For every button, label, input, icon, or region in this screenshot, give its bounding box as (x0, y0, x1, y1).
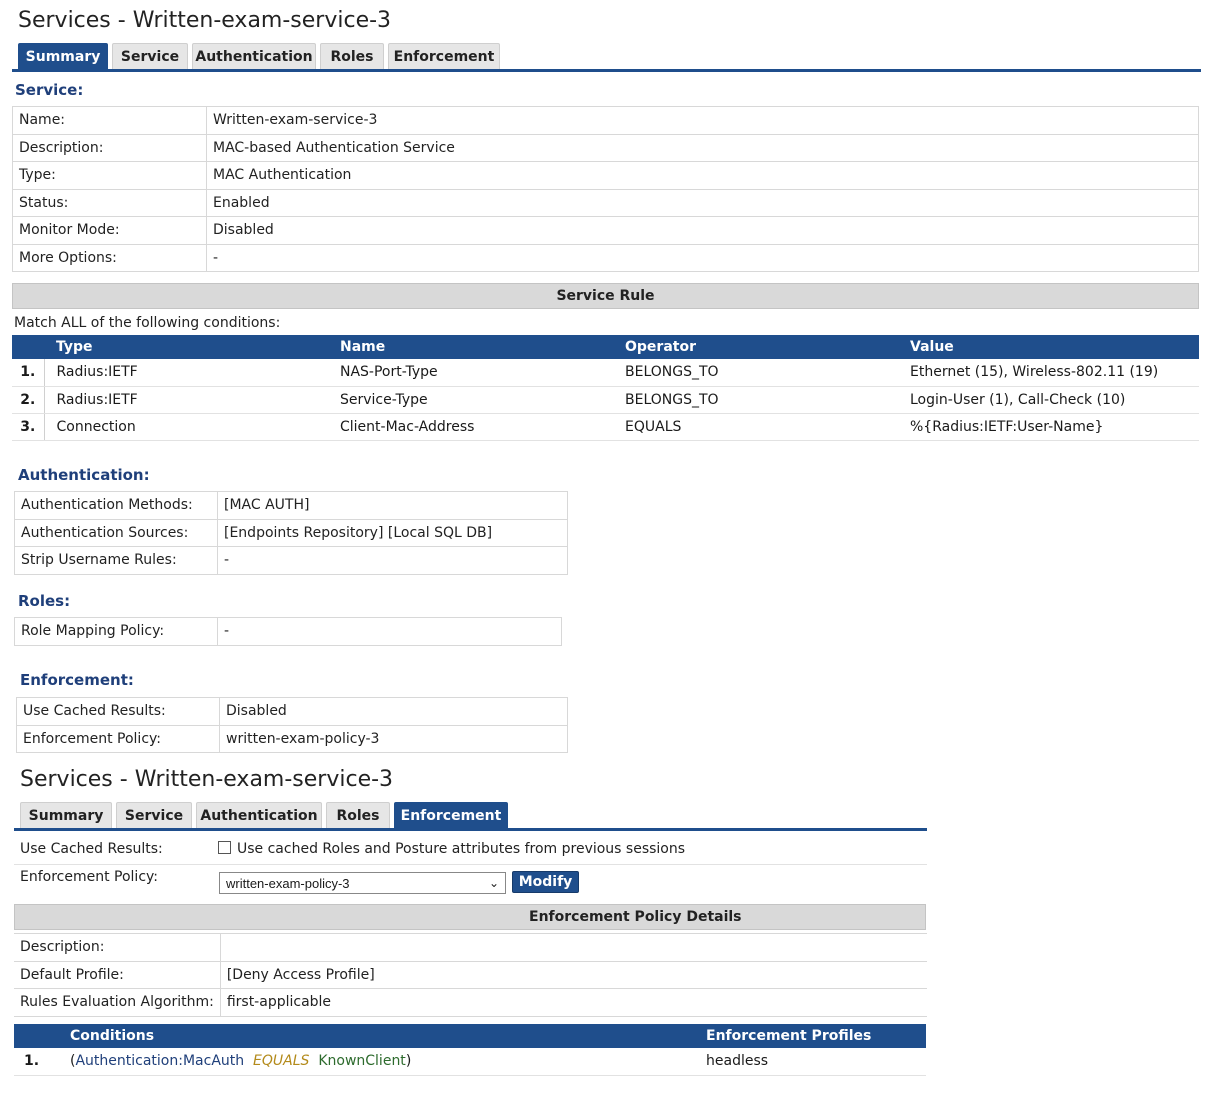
use-cached-option (218, 841, 685, 857)
row-label: Status: (13, 189, 207, 217)
condition-value: KnownClient (318, 1053, 406, 1070)
row-value: first-applicable (220, 989, 927, 1017)
rule-type: Radius:IETF (44, 359, 330, 386)
row-number: 1. (12, 359, 44, 386)
tab-authentication[interactable]: Authentication (192, 43, 316, 69)
tab-bar (18, 43, 500, 69)
row-number: 1. (14, 1048, 60, 1075)
condition-close-paren: ) (405, 1053, 412, 1070)
enforcement-policy-select[interactable] (219, 872, 506, 894)
page-title: Services - Written-exam-service-3 (20, 767, 394, 792)
row-label: Description: (14, 934, 220, 962)
table-row (12, 386, 1199, 413)
row-value: - (218, 618, 562, 646)
rule-type: Connection (44, 413, 330, 440)
enforcement-table (16, 697, 568, 753)
row-value: Disabled (220, 698, 568, 726)
rule-operator: EQUALS (615, 413, 900, 440)
table-row (12, 359, 1199, 386)
row-label: Strip Username Rules: (15, 547, 218, 575)
table-header-row (14, 1024, 926, 1048)
service-heading: Service: (15, 81, 84, 99)
row-value: MAC Authentication (207, 162, 1199, 190)
table-row (13, 162, 1199, 190)
roles-table (14, 617, 562, 646)
row-label: Authentication Sources: (15, 519, 218, 547)
row-value: MAC-based Authentication Service (207, 134, 1199, 162)
condition-open-paren: ( (70, 1053, 76, 1070)
row-value: written-exam-policy-3 (220, 725, 568, 753)
modify-button[interactable]: Modify (512, 871, 579, 893)
row-label: Description: (13, 134, 207, 162)
rule-value: Ethernet (15), Wireless-802.11 (19) (900, 359, 1199, 386)
tab-service[interactable]: Service (112, 43, 188, 69)
row-value: - (207, 244, 1199, 272)
row-label: Type: (13, 162, 207, 190)
policy-label: Enforcement Policy: (20, 869, 159, 885)
column-header-type: Type (44, 335, 330, 359)
condition-attribute: Authentication:MacAuth (75, 1053, 245, 1070)
policy-details-title: Enforcement Policy Details (529, 909, 742, 925)
use-cached-checkbox-text: Use cached Roles and Posture attributes from previous sessions (237, 841, 686, 857)
match-conditions-text: Match ALL of the following conditions: (14, 315, 281, 331)
table-row (14, 934, 927, 962)
row-label: Use Cached Results: (17, 698, 220, 726)
table-row (17, 725, 568, 753)
service-rule-table (12, 335, 1199, 441)
use-cached-checkbox[interactable] (218, 841, 231, 854)
row-value (220, 934, 927, 962)
row-value: - (218, 547, 568, 575)
row-label: Name: (13, 107, 207, 135)
column-header-num (12, 335, 44, 359)
table-row (13, 189, 1199, 217)
tab-underline (12, 69, 1201, 72)
table-row (14, 961, 927, 989)
policy-details-bar (14, 904, 926, 930)
row-value: Disabled (207, 217, 1199, 245)
table-row (14, 989, 927, 1017)
service-rule-bar: Service Rule (12, 283, 1199, 309)
table-row (12, 413, 1199, 440)
roles-heading: Roles: (18, 592, 71, 610)
row-label: Monitor Mode: (13, 217, 207, 245)
table-row (15, 519, 568, 547)
row-value: Enabled (207, 189, 1199, 217)
row-label: Authentication Methods: (15, 492, 218, 520)
rule-value: %{Radius:IETF:User-Name} (900, 413, 1199, 440)
row-value: [Endpoints Repository] [Local SQL DB] (218, 519, 568, 547)
conditions-table (14, 1024, 926, 1076)
table-row (15, 492, 568, 520)
table-header-row (12, 335, 1199, 359)
enforcement-heading: Enforcement: (20, 671, 134, 689)
condition-expression (60, 1048, 696, 1075)
rule-name: Client-Mac-Address (330, 413, 615, 440)
column-header-value: Value (900, 335, 1199, 359)
tab-enforcement[interactable]: Enforcement (394, 802, 508, 828)
tab-summary[interactable]: Summary (20, 802, 112, 828)
row-label: Role Mapping Policy: (15, 618, 218, 646)
row-value: Written-exam-service-3 (207, 107, 1199, 135)
table-row (13, 217, 1199, 245)
tab-summary[interactable]: Summary (18, 43, 108, 69)
table-row (17, 698, 568, 726)
row-label: Enforcement Policy: (17, 725, 220, 753)
service-table (12, 106, 1199, 272)
rule-name: NAS-Port-Type (330, 359, 615, 386)
tab-roles[interactable]: Roles (320, 43, 384, 69)
column-header-operator: Operator (615, 335, 900, 359)
table-row (15, 547, 568, 575)
chevron-down-icon: ⌄ (488, 876, 499, 890)
table-row (15, 618, 562, 646)
tab-enforcement[interactable]: Enforcement (388, 43, 500, 69)
authentication-table (14, 491, 568, 575)
column-header-profiles: Enforcement Profiles (696, 1024, 926, 1048)
authentication-heading: Authentication: (18, 466, 150, 484)
tab-authentication[interactable]: Authentication (196, 802, 322, 828)
rule-name: Service-Type (330, 386, 615, 413)
page-title: Services - Written-exam-service-3 (18, 8, 392, 33)
enforcement-profile: headless (696, 1048, 926, 1075)
tab-roles[interactable]: Roles (326, 802, 390, 828)
table-row (13, 107, 1199, 135)
rule-value: Login-User (1), Call-Check (10) (900, 386, 1199, 413)
policy-details-table (14, 933, 927, 1017)
divider (14, 864, 927, 865)
table-row (13, 244, 1199, 272)
condition-operator: EQUALS (253, 1053, 310, 1070)
row-label: Default Profile: (14, 961, 220, 989)
table-row (13, 134, 1199, 162)
tab-underline (14, 828, 927, 831)
row-value: [MAC AUTH] (218, 492, 568, 520)
table-row (14, 1048, 926, 1075)
row-value: [Deny Access Profile] (220, 961, 927, 989)
tab-service[interactable]: Service (116, 802, 192, 828)
rule-operator: BELONGS_TO (615, 386, 900, 413)
rule-operator: BELONGS_TO (615, 359, 900, 386)
rule-type: Radius:IETF (44, 386, 330, 413)
row-label: Rules Evaluation Algorithm: (14, 989, 220, 1017)
row-label: More Options: (13, 244, 207, 272)
column-header-num (14, 1024, 60, 1048)
column-header-conditions: Conditions (60, 1024, 696, 1048)
tab-bar (20, 802, 508, 828)
use-cached-label: Use Cached Results: (20, 841, 163, 857)
row-number: 3. (12, 413, 44, 440)
select-value: written-exam-policy-3 (226, 875, 350, 891)
column-header-name: Name (330, 335, 615, 359)
row-number: 2. (12, 386, 44, 413)
